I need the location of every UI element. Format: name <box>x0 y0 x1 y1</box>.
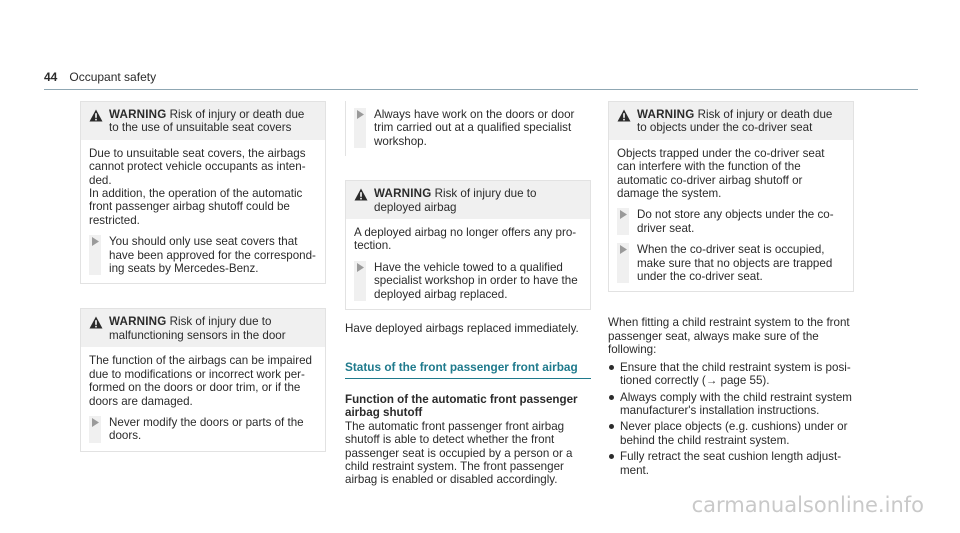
warning-body <box>81 347 325 450</box>
warning-header <box>609 102 853 140</box>
warning-title-text: Risk of injury due to deployed airbag <box>374 187 537 214</box>
instruction-bar <box>617 243 629 283</box>
list-item <box>608 361 854 388</box>
bullet-icon <box>608 420 620 447</box>
list-item-text: Ensure that the child restraint system is positioned correctly (→ page 55). <box>620 360 851 388</box>
warning-paragraph: The function of the airbags can be impaired due to modifications or incorrect work performed on the doors or door trim, or if the doors are damaged. <box>89 354 312 408</box>
instruction-bar <box>89 235 101 275</box>
warning-triangle-icon <box>89 316 103 329</box>
arrow-right-icon <box>92 418 99 427</box>
warning-triangle-icon <box>89 109 103 122</box>
warning-header <box>346 181 590 219</box>
instruction-bar <box>617 208 629 235</box>
warning-triangle-icon <box>354 188 368 201</box>
warning-triangle-icon <box>617 109 631 122</box>
list-item <box>608 420 854 447</box>
body-paragraph: The automatic front passenger front airbag shutoff is able to detect whether the front passenger seat is occupied by a person or a child restraint system. The front passenger airbag is enabled or disabled accordingly. <box>345 419 573 487</box>
warning-paragraph: Due to unsuitable seat covers, the airbags cannot protect vehicle occupants as intended. <box>89 146 306 187</box>
warning-title-text: Risk of injury or death due to the use of unsuitable seat covers <box>109 108 305 135</box>
warning-header <box>81 102 325 140</box>
arrow-right-icon <box>357 263 364 272</box>
section-heading: Status of the front passenger front airbag <box>345 361 591 378</box>
warning-title <box>637 108 845 135</box>
column-2 <box>345 101 591 487</box>
instruction-row <box>354 261 582 301</box>
instruction-row <box>617 243 845 283</box>
instruction-row <box>617 208 845 235</box>
instruction-row <box>89 416 317 443</box>
warning-door-sensors <box>80 308 326 451</box>
list-item <box>608 391 854 418</box>
body-paragraph: When fitting a child restraint system to the front passenger seat, always make sure of the following: <box>608 316 850 357</box>
warning-title <box>109 108 317 135</box>
warning-paragraph: A deployed airbag no longer offers any protection. <box>354 226 577 253</box>
warning-body <box>81 140 325 284</box>
instruction-text: You should only use seat covers that have been approved for the corresponding seats by Mercedes-Benz. <box>109 235 316 276</box>
arrow-right-icon <box>92 237 99 246</box>
warning-label: WARNING <box>637 108 695 121</box>
warning-body <box>346 219 590 309</box>
instruction-text: Have the vehicle towed to a qualified specialist workshop in order to have the deployed airbag replaced. <box>374 260 578 301</box>
warning-label: WARNING <box>109 108 167 121</box>
warning-seat-covers <box>80 101 326 284</box>
bullet-icon <box>608 391 620 418</box>
warning-header <box>81 309 325 347</box>
arrow-right-icon <box>357 110 364 119</box>
warning-body <box>609 140 853 292</box>
instruction-bar <box>354 108 366 148</box>
header-divider <box>44 89 918 90</box>
warning-label: WARNING <box>109 315 167 329</box>
instruction-text: Do not store any objects under the co-driver seat. <box>637 208 834 235</box>
list-item-text: Always comply with the child restraint system manufacturer's installation instructions. <box>620 390 852 417</box>
instruction-bar <box>354 261 366 301</box>
warning-title-text: Risk of injury due to malfunctioning sensors in the door <box>109 315 286 342</box>
bullet-icon <box>608 361 620 388</box>
column-1 <box>80 101 326 476</box>
body-paragraph: Have deployed airbags replaced immediately. <box>345 322 579 336</box>
warning-title <box>109 315 317 342</box>
instruction-row <box>354 108 583 148</box>
bullet-list <box>608 361 854 477</box>
warning-title <box>374 187 582 214</box>
section-title: Occupant safety <box>69 70 157 84</box>
list-item-text: Fully retract the seat cushion length adjustment. <box>620 450 842 477</box>
list-item-text: Never place objects (e.g. cushions) under or behind the child restraint system. <box>620 420 848 447</box>
warning-deployed-airbag <box>345 180 591 310</box>
instruction-row <box>89 235 317 275</box>
warning-objects-under-seat <box>608 101 854 292</box>
page-header <box>44 71 156 87</box>
arrow-right-icon <box>620 245 627 254</box>
watermark: carmanualsonline.info <box>691 493 924 517</box>
bullet-icon <box>608 450 620 477</box>
list-item <box>608 450 854 477</box>
instruction-bar <box>89 416 101 443</box>
instruction-text: When the co-driver seat is occupied, make sure that no objects are trapped under the co-driver seat. <box>637 243 833 284</box>
instruction-text: Never modify the doors or parts of the doors. <box>109 415 304 443</box>
warning-paragraph: In addition, the operation of the automatic front passenger airbag shutoff could be restricted. <box>89 187 303 227</box>
warning-paragraph: Objects trapped under the co-driver seat can interfere with the function of the automatic co-driver airbag shutoff or damage the system. <box>617 146 825 201</box>
column-3 <box>608 101 854 477</box>
warning-continuation <box>345 101 591 156</box>
page-number: 44 <box>44 70 58 84</box>
warning-label: WARNING <box>374 187 432 201</box>
subsection-heading: Function of the automatic front passenger airbag shutoff <box>345 392 578 420</box>
warning-title-text: Risk of injury or death due to objects under the co-driver seat <box>637 108 833 135</box>
arrow-right-icon <box>620 210 627 219</box>
instruction-text: Always have work on the doors or door trim carried out at a qualified specialist workshop. <box>374 108 575 148</box>
